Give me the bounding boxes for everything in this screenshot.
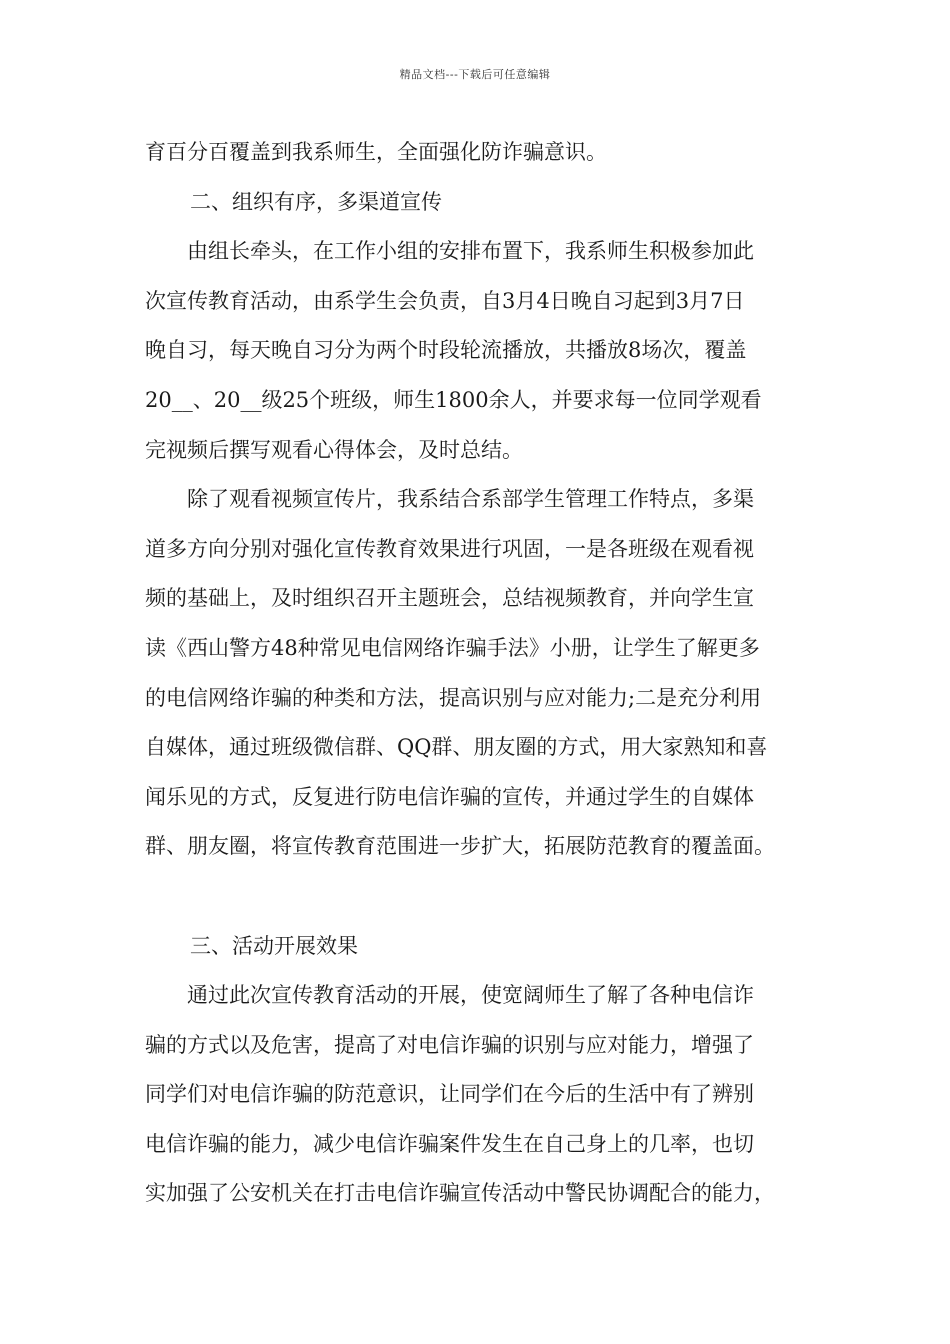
paragraph-line: 闻乐见的方式，反复进行防电信诈骗的宣传，并通过学生的自媒体	[145, 784, 754, 809]
paragraph-line: 电信诈骗的能力，减少电信诈骗案件发生在自己身上的几率，也切	[145, 1131, 754, 1156]
paragraph-line: 频的基础上，及时组织召开主题班会，总结视频教育，并向学生宣	[145, 586, 754, 611]
paragraph-line: 群、朋友圈，将宣传教育范围进一步扩大，拓展防范教育的覆盖面。	[145, 834, 775, 859]
paragraph-line: 骗的方式以及危害，提高了对电信诈骗的识别与应对能力，增强了	[145, 1032, 754, 1057]
document-body	[145, 128, 817, 1219]
paragraph-line: 晚自习，每天晚自习分为两个时段轮流播放，共播放8场次，覆盖	[145, 338, 747, 363]
paragraph-line: 同学们对电信诈骗的防范意识，让同学们在今后的生活中有了辨别	[145, 1082, 754, 1107]
section-heading: 三、活动开展效果	[190, 933, 358, 958]
paragraph-line: 的电信网络诈骗的种类和方法，提高识别与应对能力;二是充分利用	[145, 685, 762, 710]
paragraph-line: 由组长牵头，在工作小组的安排布置下，我系师生积极参加此	[187, 239, 754, 264]
paragraph-line: 20__、20__级25个班级，师生1800余人，并要求每一位同学观看	[145, 387, 762, 412]
paragraph-line: 自媒体，通过班级微信群、QQ群、朋友圈的方式，用大家熟知和喜	[145, 735, 768, 760]
paragraph-line: 道多方向分别对强化宣传教育效果进行巩固，一是各班级在观看视	[145, 536, 754, 561]
paragraph-line: 次宣传教育活动，由系学生会负责，自3月4日晚自习起到3月7日	[145, 288, 745, 313]
paragraph-line: 通过此次宣传教育活动的开展，使宽阔师生了解了各种电信诈	[187, 983, 754, 1008]
paragraph-line: 除了观看视频宣传片，我系结合系部学生管理工作特点，多渠	[187, 487, 754, 512]
paragraph-line: 育百分百覆盖到我系师生，全面强化防诈骗意识。	[145, 140, 607, 164]
paragraph-line: 完视频后撰写观看心得体会，及时总结。	[145, 437, 523, 462]
section-heading: 二、组织有序，多渠道宣传	[190, 189, 442, 214]
blank-line	[145, 872, 817, 922]
paragraph-line: 实加强了公安机关在打击电信诈骗宣传活动中警民协调配合的能力，	[145, 1181, 775, 1206]
page-header: 精品文档---下载后可任意编辑	[399, 68, 551, 81]
paragraph-line: 读《西山警方48种常见电信网络诈骗手法》小册，让学生了解更多	[145, 635, 760, 660]
